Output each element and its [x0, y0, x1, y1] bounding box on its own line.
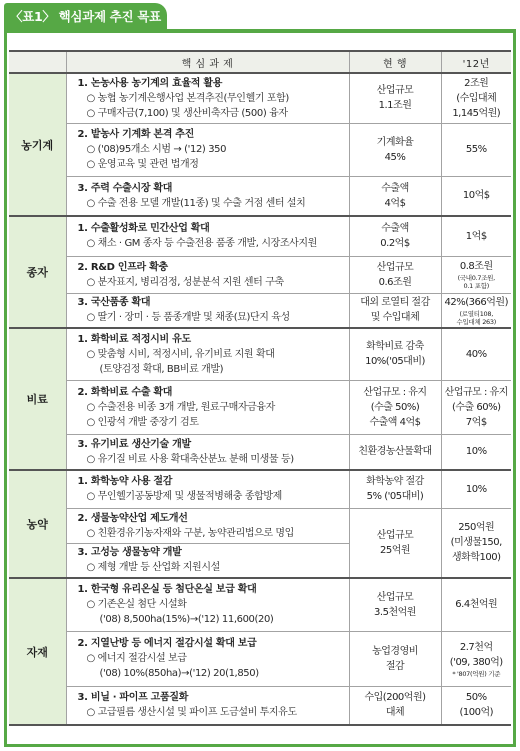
task-cell — [66, 380, 349, 434]
table-row — [9, 256, 511, 293]
target-value: 생화학100) — [452, 552, 501, 564]
task-cell — [66, 631, 349, 686]
task-item: ○ 인광석 개발 중장기 검토 — [86, 416, 199, 428]
task-cell — [66, 508, 349, 543]
target-value: 1억$ — [465, 230, 487, 242]
task-item: ○ 기존온실 첨단 시설화 — [86, 599, 187, 611]
current-cell — [349, 73, 441, 123]
category-label: 농기계 — [9, 73, 66, 216]
category-label: 자재 — [9, 578, 66, 725]
current-value: 45% — [384, 151, 406, 163]
target-note: * '807(억원) 기준 — [452, 669, 501, 678]
table-row — [9, 631, 511, 686]
target-cell — [441, 293, 511, 328]
table-row — [9, 176, 511, 216]
target-value: 250억원 — [458, 522, 495, 534]
target-value: ('09, 380억) — [449, 656, 503, 668]
target-value: 산업규모 : 유지 — [444, 386, 508, 398]
target-value: 10% — [465, 446, 487, 458]
current-value: 대체 — [385, 707, 405, 719]
current-value: 0.2억$ — [380, 238, 410, 250]
table-row — [9, 216, 511, 256]
target-value: 2조원 — [464, 77, 489, 89]
table-row — [9, 73, 511, 123]
target-cell — [441, 434, 511, 470]
current-cell — [349, 508, 441, 578]
target-value: 55% — [465, 144, 487, 155]
task-cell — [66, 256, 349, 293]
table-row — [9, 293, 511, 328]
task-cell — [66, 216, 349, 256]
task-item: ○ 무인헬기공동방제 및 생물적병해충 종합방제 — [86, 491, 282, 503]
target-value: (100억) — [459, 707, 494, 719]
target-value: 7억$ — [465, 416, 487, 428]
current-cell — [349, 216, 441, 256]
task-title: 2. 밭농사 기계화 본격 추진 — [77, 129, 194, 140]
target-value: 10% — [465, 483, 487, 495]
current-cell — [349, 380, 441, 434]
current-cell — [349, 686, 441, 725]
task-item: ○ ('08)95개소 시범 → ('12) 350 — [86, 144, 227, 155]
header-row — [9, 51, 511, 73]
target-value: (수입대체 — [456, 92, 497, 104]
task-item-continuation: ('08) 10%(850ha)→('12) 20(1,850) — [99, 668, 259, 679]
task-title: 2. R&D 인프라 확충 — [77, 261, 168, 273]
task-title: 3. 국산품종 확대 — [77, 297, 151, 309]
task-title: 2. 지열난방 등 에너지 절감시설 확대 보급 — [77, 638, 257, 649]
target-cell — [441, 256, 511, 293]
current-value: 화학비료 감축 — [366, 341, 424, 353]
task-item: ○ 구매자금(7,100) 및 생산비축자금 (500) 융자 — [86, 107, 288, 119]
target-note: (국내0.7조원, — [457, 274, 495, 282]
table-row — [9, 123, 511, 176]
target-cell — [441, 216, 511, 256]
target-cell — [441, 328, 511, 380]
current-value: 5% ('05대비) — [366, 491, 424, 503]
current-value: 4억$ — [384, 197, 406, 209]
task-title: 3. 유기비료 생산기술 개발 — [77, 438, 191, 450]
current-value: 1.1조원 — [378, 100, 412, 112]
current-value: 기계화율 — [376, 136, 414, 148]
header-task: 핵 심 과 제 — [66, 51, 349, 73]
current-cell — [349, 256, 441, 293]
task-title: 1. 논농사용 농기계의 효율적 활용 — [77, 77, 223, 89]
table-row — [9, 380, 511, 434]
task-item: ○ 딸기 · 장미 · 등 품종개발 및 채종(묘)단지 육성 — [86, 312, 290, 324]
task-item: ○ 에너지 절감시설 보급 — [86, 653, 187, 664]
goals-table — [9, 50, 511, 726]
current-value: 및 수입대체 — [370, 312, 420, 324]
task-title: 3. 비닐 · 파이프 고품질화 — [77, 692, 189, 704]
current-value: 친환경농산물확대 — [358, 446, 432, 458]
target-cell — [441, 686, 511, 725]
current-value: 산업규모 : 유지 — [363, 386, 427, 398]
target-cell — [441, 123, 511, 176]
target-value: 6.4천억원 — [455, 599, 498, 611]
current-value: 절감 — [385, 660, 405, 672]
header-target: '12년 — [441, 51, 511, 73]
current-cell — [349, 434, 441, 470]
target-value: (수출 60%) — [451, 401, 501, 413]
category-label: 비료 — [9, 328, 66, 470]
current-value: 0.6조원 — [378, 276, 412, 288]
current-value: 산업규모 — [376, 529, 414, 541]
target-value: 1,145억원) — [452, 107, 501, 119]
task-item: ○ 채소 · GM 종자 등 수출전용 품종 개발, 시장조사지원 — [86, 238, 317, 250]
target-cell — [441, 631, 511, 686]
target-cell — [441, 176, 511, 216]
target-value: 2.7천억 — [459, 641, 493, 653]
task-item-continuation: (토양검정 확대, BB비료 개발) — [99, 363, 224, 375]
task-cell — [66, 470, 349, 508]
current-value: 수출액 4억$ — [369, 416, 421, 428]
current-value: 농업경영비 — [372, 645, 418, 657]
task-title: 1. 수출활성화로 민간산업 확대 — [77, 223, 210, 235]
current-value: 수출액 — [381, 223, 409, 235]
target-note: 0.1 포함) — [463, 282, 489, 290]
current-value: 수출액 — [381, 182, 409, 194]
current-cell — [349, 293, 441, 328]
current-value: (수출 50%) — [370, 401, 420, 413]
task-item: ○ 제형 개발 등 산업화 지원시설 — [86, 562, 220, 574]
task-item: ○ 고급필름 생산시설 및 파이프 도금설비 투지유도 — [86, 707, 297, 719]
current-cell — [349, 123, 441, 176]
task-cell — [66, 578, 349, 631]
task-cell — [66, 434, 349, 470]
header-category-cell — [9, 51, 66, 73]
task-cell — [66, 686, 349, 725]
task-title: 2. 화학비료 수출 확대 — [77, 386, 173, 398]
target-cell — [441, 578, 511, 631]
task-title: 2. 생물농약산업 제도개선 — [77, 512, 188, 524]
target-cell — [441, 508, 511, 578]
task-title: 1. 화학농약 사용 절감 — [77, 476, 173, 488]
task-item: ○ 수출 전용 모델 개발(11종) 및 수출 거점 센터 설치 — [86, 197, 306, 209]
task-cell — [66, 123, 349, 176]
task-title: 1. 화학비료 적정시비 유도 — [77, 333, 191, 345]
task-item: ○ 운영교육 및 관련 법개정 — [86, 159, 199, 170]
table-row — [9, 508, 511, 543]
table-row — [9, 328, 511, 380]
current-value: 대외 로열티 절감 — [360, 297, 430, 309]
task-item: ○ 유기질 비료 사용 확대축산분뇨 분해 미생물 등) — [86, 453, 294, 465]
task-title: 3. 주력 수출시장 확대 — [77, 182, 173, 194]
task-item: ○ 맞춤형 시비, 적정시비, 유기비료 지원 확대 — [86, 348, 275, 360]
task-item: ○ 수출전용 비종 3개 개발, 원료구매자금융자 — [86, 401, 275, 413]
table-frame — [4, 29, 516, 747]
table-title-tab: 〈표1〉 핵심과제 추진 목표 — [4, 3, 167, 30]
task-item-continuation: ('08) 8,500ha(15%)→('12) 11,600(20) — [99, 614, 274, 626]
task-cell — [66, 293, 349, 328]
task-cell — [66, 328, 349, 380]
table-row — [9, 578, 511, 631]
header-current: 현 행 — [349, 51, 441, 73]
target-cell — [441, 380, 511, 434]
category-label: 농약 — [9, 470, 66, 578]
current-value: 산업규모 — [376, 591, 414, 603]
current-value: 산업규모 — [376, 85, 414, 97]
target-value: (미생물150, — [450, 537, 502, 549]
table-row — [9, 686, 511, 725]
current-cell — [349, 176, 441, 216]
target-cell — [441, 470, 511, 508]
target-note: (로열티108, — [459, 309, 493, 318]
target-value: 40% — [465, 348, 487, 360]
target-value: 50% — [465, 692, 487, 704]
task-item: ○ 농협 농기계은행사업 본격추진(무인헬기 포함) — [86, 92, 289, 104]
task-cell — [66, 176, 349, 216]
current-value: 25억원 — [379, 544, 411, 556]
task-cell — [66, 543, 349, 578]
current-value: 산업규모 — [376, 261, 414, 273]
current-value: 화학농약 절감 — [366, 476, 424, 488]
target-note: 수입대체 263) — [456, 317, 496, 326]
task-item: ○ 친환경유기농자재와 구분, 농약관리법으로 명입 — [86, 527, 294, 539]
table-row — [9, 470, 511, 508]
current-value: 3.5천억원 — [374, 606, 416, 618]
task-item: ○ 분자표지, 병리검정, 성분분석 지원 센터 구축 — [86, 276, 284, 288]
table-row — [9, 434, 511, 470]
current-value: 10%('05대비) — [365, 356, 425, 368]
category-label: 종자 — [9, 216, 66, 328]
current-cell — [349, 470, 441, 508]
target-value: 10억$ — [462, 190, 490, 202]
current-value: 수입(200억원) — [364, 692, 426, 704]
task-title: 1. 한국형 유리온실 등 첨단온실 보급 확대 — [77, 584, 257, 596]
target-value: 42%(366억원) — [444, 296, 508, 308]
current-cell — [349, 631, 441, 686]
task-cell — [66, 73, 349, 123]
task-title: 3. 고성능 생물농약 개발 — [77, 547, 182, 559]
target-value: 0.8조원 — [459, 261, 493, 272]
target-cell — [441, 73, 511, 123]
current-cell — [349, 578, 441, 631]
current-cell — [349, 328, 441, 380]
